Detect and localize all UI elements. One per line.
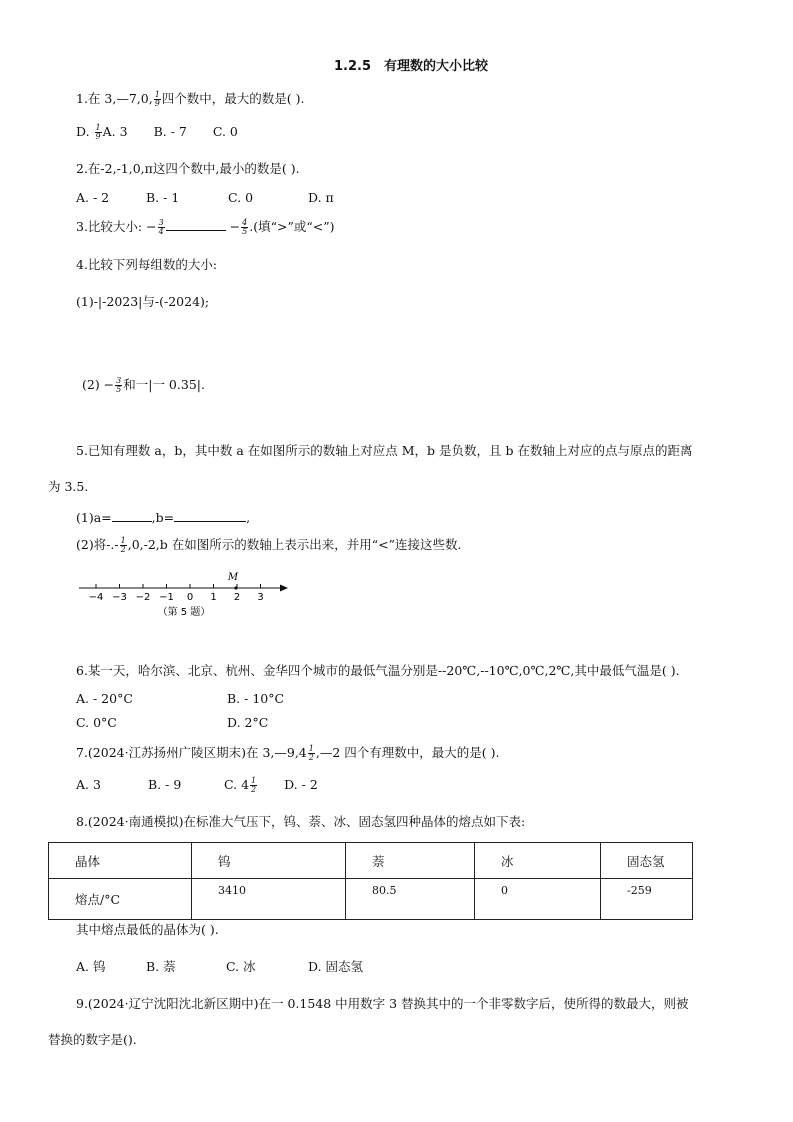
axis-point-m bbox=[234, 586, 237, 589]
q1-text-b: 四个数中，最大的数是( ). bbox=[161, 91, 305, 106]
question-4: 4.比较下列每组数的大小: bbox=[76, 257, 218, 272]
table-cell: 3410 bbox=[192, 879, 346, 920]
question-7 bbox=[76, 743, 499, 762]
q7-fraction: $\frac{1}{2}$ bbox=[308, 744, 314, 762]
table-row bbox=[49, 879, 693, 920]
q2-option-a: A. - 2 bbox=[76, 190, 110, 205]
q8-options bbox=[76, 957, 363, 975]
q4-part-2-text-a: (2) − bbox=[82, 377, 115, 392]
melting-point-table bbox=[48, 842, 693, 920]
q5-part-2-text-a: (2)将-.- bbox=[76, 537, 119, 552]
q1-option-b: B. - 7 bbox=[153, 124, 187, 139]
q1-option-c: C. 0 bbox=[212, 124, 238, 139]
q4-part-2 bbox=[82, 375, 205, 394]
q8-option-b: B. 萘 bbox=[146, 959, 176, 974]
axis-tick-label: −1 bbox=[159, 592, 174, 603]
q1-text-a: 1.在 3,—7,0, bbox=[76, 91, 153, 106]
q2-option-d: D. π bbox=[308, 190, 334, 205]
axis-tick-label: 0 bbox=[186, 592, 194, 603]
q7-option-d: D. - 2 bbox=[284, 777, 318, 792]
q8-after-text: 其中熔点最低的晶体为( ). bbox=[76, 922, 219, 937]
q8-option-a: A. 钨 bbox=[76, 959, 106, 974]
question-1 bbox=[76, 89, 304, 108]
q6-option-b: B. - 10°C bbox=[227, 691, 285, 706]
q2-option-c: C. 0 bbox=[228, 190, 254, 205]
q3-fraction-2: $\frac{4}{5}$ bbox=[242, 218, 248, 236]
q4-part-2-text-b: 和一|一 0.35|. bbox=[123, 377, 205, 392]
q3-fraction-1: $\frac{3}{4}$ bbox=[158, 218, 164, 236]
page-title: 1.2.5 有理数的大小比较 bbox=[334, 59, 489, 74]
q1-option-d: D. bbox=[76, 124, 90, 139]
axis-point-m-label: M bbox=[227, 572, 239, 583]
q4-part-2-fraction: $\frac{3}{5}$ bbox=[116, 376, 122, 394]
table-cell: 0 bbox=[475, 879, 601, 920]
axis-tick-label: 1 bbox=[210, 592, 217, 603]
q4-part-1: (1)-|-2023|与-(-2024); bbox=[76, 294, 210, 309]
q7-text-a: 7.(2024·江苏扬州广陵区期末)在 3,—9,4 bbox=[76, 745, 307, 760]
table-cell: 固态氢 bbox=[601, 843, 693, 879]
q5-part-1-text-b: ,b= bbox=[151, 510, 175, 525]
q1-option-a: A. 3 bbox=[102, 124, 128, 139]
q5-part-1-text-a: (1)a= bbox=[76, 510, 112, 525]
q7-options bbox=[76, 777, 318, 794]
q7-text-b: ,—2 四个有理数中，最大的是( ). bbox=[315, 745, 500, 760]
q8-option-d: D. 固态氢 bbox=[308, 959, 364, 974]
table-header-row bbox=[49, 843, 693, 879]
question-9-line-1: 9.(2024·辽宁沈阳沈北新区期中)在一 0.1548 中用数字 3 替换其中的一个非零数字后，使所得的数最大，则被 bbox=[76, 996, 689, 1011]
q2-options bbox=[76, 190, 334, 205]
q7-option-c: C. 4 bbox=[224, 777, 250, 792]
table-cell: 晶体 bbox=[49, 843, 192, 879]
q8-option-c: C. 冰 bbox=[226, 959, 256, 974]
axis-tick-label: −3 bbox=[112, 592, 127, 603]
q5-part-1 bbox=[76, 510, 250, 525]
q5-part-2-fraction: $\frac{1}{2}$ bbox=[120, 536, 126, 554]
table-cell: -259 bbox=[601, 879, 693, 920]
q5-part-2 bbox=[76, 535, 462, 554]
axis-tick-label: −2 bbox=[135, 592, 151, 603]
number-line-arrow bbox=[280, 585, 288, 592]
table-cell: 钨 bbox=[192, 843, 346, 879]
q3-answer-blank bbox=[166, 220, 226, 231]
q6-option-d: D. 2°C bbox=[227, 715, 269, 730]
number-line-figure bbox=[76, 568, 291, 620]
q3-text-b: − bbox=[225, 219, 241, 234]
table-cell: 80.5 bbox=[346, 879, 475, 920]
q7-option-a: A. 3 bbox=[76, 777, 101, 792]
axis-tick-label: −4 bbox=[88, 592, 104, 603]
q3-text-a: 3.比较大小: − bbox=[76, 219, 157, 234]
q7-option-b: B. - 9 bbox=[148, 777, 182, 792]
table-cell: 萘 bbox=[346, 843, 475, 879]
q1-option-d-fraction: $\frac{1}{9}$ bbox=[95, 123, 101, 141]
question-5-line-2: 为 3.5. bbox=[48, 479, 89, 494]
q6-option-c: C. 0°C bbox=[76, 715, 117, 730]
question-5-line-1: 5.已知有理数 a，b，其中数 a 在如图所示的数轴上对应点 M，b 是负数，且 b 在数轴上对应的点与原点的距离 bbox=[76, 443, 693, 458]
figure-caption: （第 5 题） bbox=[157, 607, 211, 618]
q5-part-1-text-c: , bbox=[246, 510, 251, 525]
q1-options bbox=[76, 124, 238, 141]
q6-option-a: A. - 20°C bbox=[76, 691, 133, 706]
question-3 bbox=[76, 217, 334, 236]
q2-option-b: B. - 1 bbox=[146, 190, 180, 205]
question-6: 6.某一天，哈尔滨、北京、杭州、金华四个城市的最低气温分别是--20℃,--10℃,0℃,2℃,其中最低气温是( ). bbox=[76, 663, 680, 678]
q5-part-2-text-b: ,0,-2,b 在如图所示的数轴上表示出来，并用“<”连接这些数. bbox=[127, 537, 462, 552]
q3-text-c: .(填“>”或“<”) bbox=[249, 219, 335, 234]
q5-blank-a bbox=[112, 511, 152, 522]
axis-tick-label: 2 bbox=[233, 592, 241, 603]
q5-blank-b bbox=[174, 511, 246, 522]
question-2: 2.在-2,-1,0,π这四个数中,最小的数是( ). bbox=[76, 161, 300, 176]
question-8: 8.(2024·南通模拟)在标准大气压下，钨、萘、冰、固态氢四种晶体的熔点如下表: bbox=[76, 814, 526, 829]
axis-tick-label: 3 bbox=[257, 592, 264, 603]
question-9-line-2: 替换的数字是(). bbox=[48, 1032, 137, 1047]
table-cell: 冰 bbox=[475, 843, 601, 879]
table-cell: 熔点/°C bbox=[49, 879, 192, 920]
q7-option-c-fraction: $\frac{1}{2}$ bbox=[251, 776, 257, 794]
q1-fraction: $\frac{1}{9}$ bbox=[154, 90, 160, 108]
